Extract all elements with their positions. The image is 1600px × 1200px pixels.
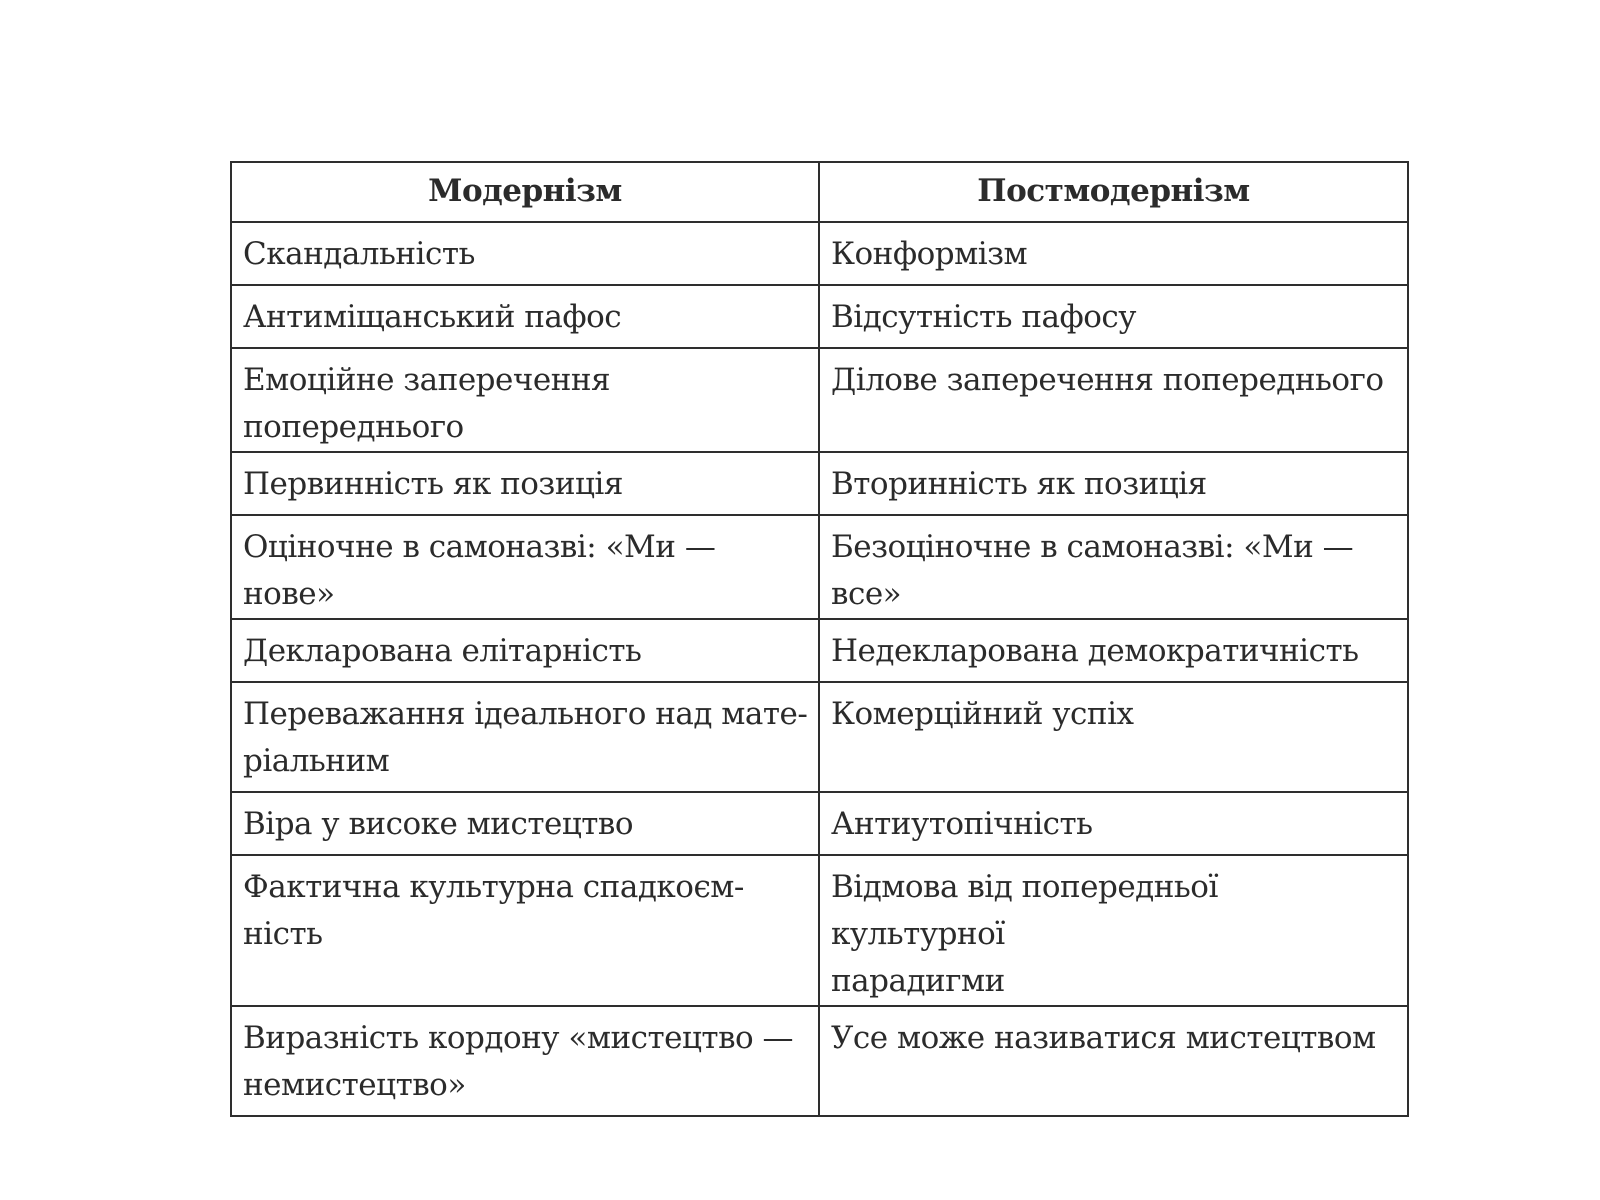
table-row	[231, 452, 1408, 515]
modernism-cell: Віра у високе мистецтво	[231, 792, 819, 855]
modernism-cell: Фактична культурна спадкоєм- ність	[231, 855, 819, 1006]
postmodernism-cell: Безоціночне в самоназві: «Ми — все»	[819, 515, 1408, 619]
postmodernism-cell: Усе може називатися мистецтвом	[819, 1006, 1408, 1116]
postmodernism-cell: Комерційний успіх	[819, 682, 1408, 792]
postmodernism-cell: Вторинність як позиція	[819, 452, 1408, 515]
modernism-cell: Виразність кордону «мистецтво — немистецтво»	[231, 1006, 819, 1116]
header-modernism: Модернізм	[231, 162, 819, 222]
postmodernism-cell: Антиутопічність	[819, 792, 1408, 855]
modernism-cell: Оціночне в самоназві: «Ми — нове»	[231, 515, 819, 619]
table-row	[231, 348, 1408, 452]
postmodernism-cell: Відмова від попередньої культурної парадигми	[819, 855, 1408, 1006]
modernism-cell: Декларована елітарність	[231, 619, 819, 682]
table-row	[231, 792, 1408, 855]
table-row	[231, 515, 1408, 619]
postmodernism-cell: Конформізм	[819, 222, 1408, 285]
comparison-table	[230, 161, 1409, 1117]
modernism-cell: Скандальність	[231, 222, 819, 285]
table-row	[231, 855, 1408, 1006]
table-header-row	[231, 162, 1408, 222]
postmodernism-cell: Відсутність пафосу	[819, 285, 1408, 348]
postmodernism-cell: Недекларована демократичність	[819, 619, 1408, 682]
modernism-cell: Антиміщанський пафос	[231, 285, 819, 348]
table-row	[231, 285, 1408, 348]
postmodernism-cell: Ділове заперечення попереднього	[819, 348, 1408, 452]
table-row	[231, 222, 1408, 285]
table-row	[231, 619, 1408, 682]
table-row	[231, 682, 1408, 792]
modernism-cell: Емоційне заперечення попереднього	[231, 348, 819, 452]
modernism-cell: Первинність як позиція	[231, 452, 819, 515]
modernism-cell: Переважання ідеального над мате- ріальним	[231, 682, 819, 792]
table-row	[231, 1006, 1408, 1116]
header-postmodernism: Постмодернізм	[819, 162, 1408, 222]
